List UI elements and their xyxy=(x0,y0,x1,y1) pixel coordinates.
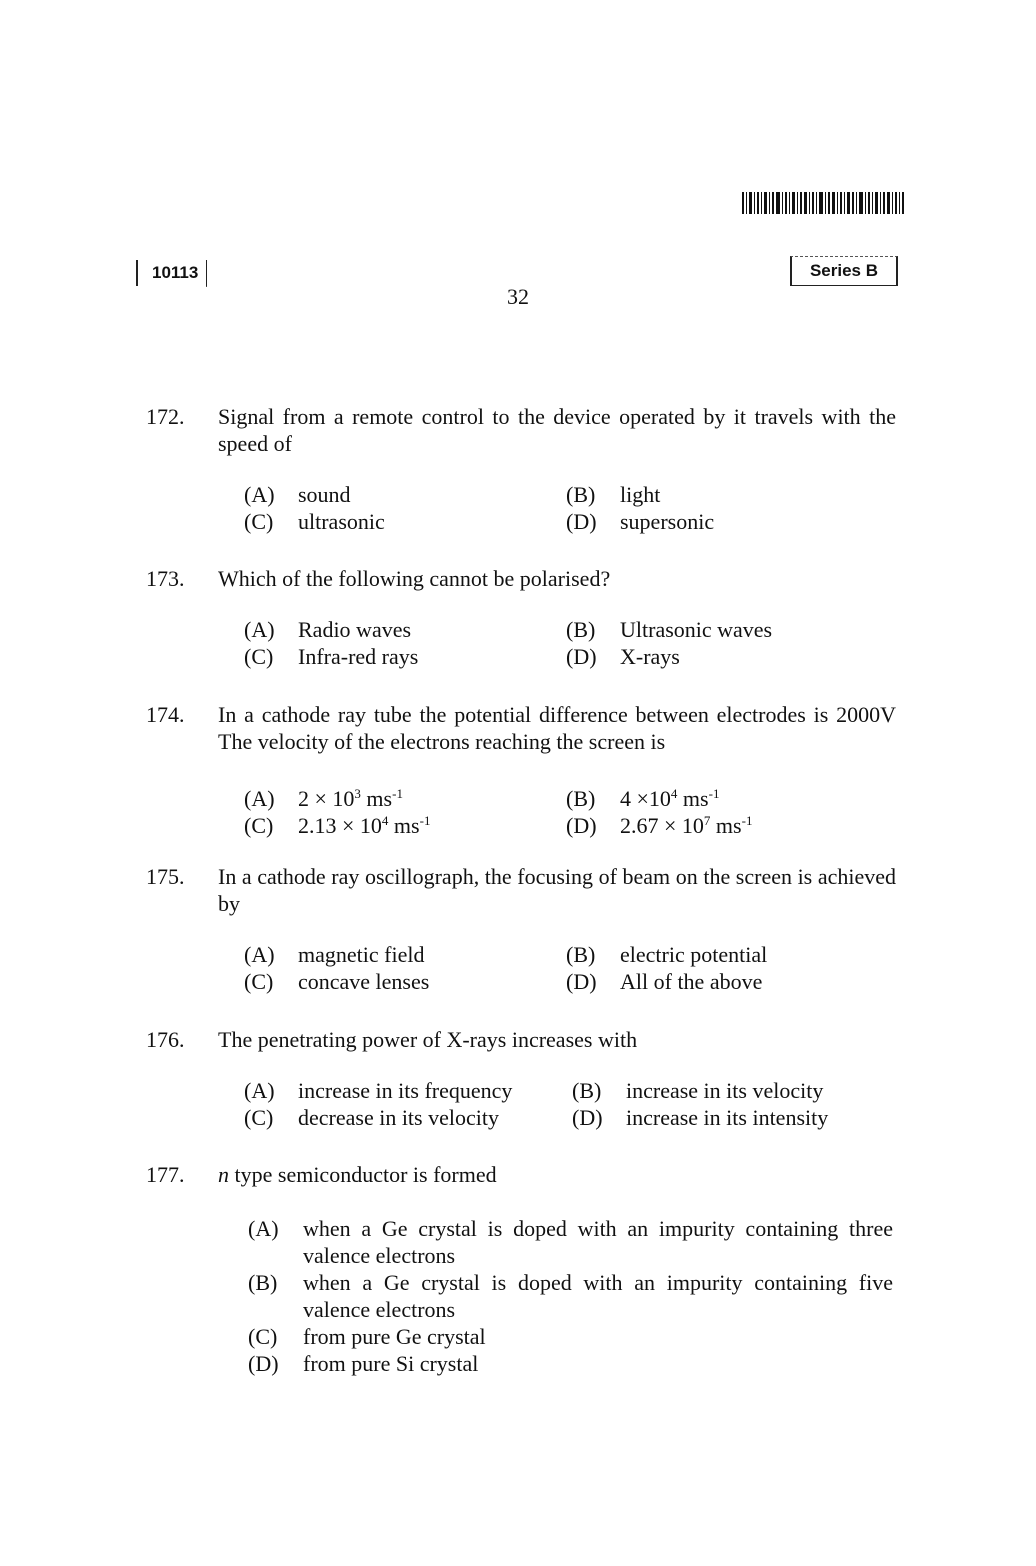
option-label: (A) xyxy=(244,942,275,967)
option-exponent: 7 xyxy=(703,813,711,828)
question-177 xyxy=(146,1161,896,1377)
option-mantissa: 2.67 × 10 xyxy=(620,813,704,838)
option-c[interactable] xyxy=(248,1323,893,1350)
options xyxy=(244,941,864,995)
option-text: sound xyxy=(298,482,351,507)
question-175 xyxy=(146,863,896,995)
question-173 xyxy=(146,565,896,670)
option-label: (A) xyxy=(244,617,275,642)
option-text: concave lenses xyxy=(298,969,430,994)
option-c[interactable] xyxy=(244,643,418,670)
option-text: ultrasonic xyxy=(298,509,385,534)
option-c[interactable] xyxy=(244,968,429,995)
option-text: increase in its frequency xyxy=(298,1078,513,1103)
option-label: (C) xyxy=(244,644,274,669)
option-label: (B) xyxy=(566,482,596,507)
option-exponent: 4 xyxy=(381,813,389,828)
option-unit-exponent: -1 xyxy=(392,786,403,801)
options xyxy=(244,785,864,839)
option-label: (D) xyxy=(566,509,597,534)
option-unit: ms xyxy=(715,813,742,838)
bracket-right xyxy=(206,260,207,287)
option-label: (B) xyxy=(566,617,596,642)
option-label: (B) xyxy=(572,1078,602,1103)
question-stem: Signal from a remote control to the device operated by it travels with the speed of xyxy=(218,404,896,456)
option-label: (C) xyxy=(244,813,274,838)
question-176 xyxy=(146,1026,896,1131)
page-number: 32 xyxy=(507,284,529,309)
question-stem: In a cathode ray tube the potential difference between electrodes is 2000V The velocity of the electrons reaching the screen is xyxy=(218,702,896,754)
option-label: (C) xyxy=(248,1324,278,1349)
option-label: (C) xyxy=(244,1105,274,1130)
option-text: electric potential xyxy=(620,942,768,967)
option-mantissa: 2.13 × 10 xyxy=(298,813,382,838)
option-text: from pure Si crystal xyxy=(303,1351,479,1376)
option-a[interactable] xyxy=(244,1077,512,1104)
option-label: (D) xyxy=(572,1105,603,1130)
option-mantissa: 2 × 10 xyxy=(298,786,355,811)
option-d[interactable] xyxy=(572,1104,828,1131)
question-stem: In a cathode ray oscillograph, the focusing of beam on the screen is achieved by xyxy=(218,864,896,916)
option-text: Radio waves xyxy=(298,617,412,642)
option-unit: ms xyxy=(682,786,709,811)
option-label: (B) xyxy=(566,786,596,811)
question-number: 174. xyxy=(146,702,185,727)
option-label: (B) xyxy=(248,1270,278,1295)
option-text: increase in its velocity xyxy=(626,1078,824,1103)
option-label: (A) xyxy=(248,1216,279,1241)
option-d[interactable] xyxy=(566,643,680,670)
option-unit-exponent: -1 xyxy=(741,813,753,828)
option-text: when a Ge crystal is doped with an impurity containing five valence electrons xyxy=(303,1270,893,1322)
option-b[interactable] xyxy=(566,616,772,643)
question-number: 172. xyxy=(146,404,185,429)
option-c[interactable] xyxy=(244,1104,499,1131)
series-badge xyxy=(790,256,898,286)
option-mantissa: 4 ×10 xyxy=(620,786,671,811)
question-stem: Which of the following cannot be polarised? xyxy=(218,566,611,591)
question-stem: The penetrating power of X-rays increases with xyxy=(218,1027,638,1052)
barcode xyxy=(742,192,904,214)
option-label: (B) xyxy=(566,942,596,967)
question-number: 175. xyxy=(146,864,185,889)
question-172 xyxy=(146,403,896,535)
option-exponent: 4 xyxy=(670,786,678,801)
option-d[interactable] xyxy=(566,968,762,995)
option-unit-exponent: -1 xyxy=(419,813,431,828)
option-text: magnetic field xyxy=(298,942,425,967)
option-label: (C) xyxy=(244,969,274,994)
bracket-left xyxy=(136,260,138,286)
option-a[interactable] xyxy=(244,785,403,812)
question-number: 176. xyxy=(146,1027,185,1052)
option-c[interactable] xyxy=(244,812,430,839)
options xyxy=(244,1077,864,1131)
option-text: X-rays xyxy=(620,644,680,669)
option-label: (D) xyxy=(566,644,597,669)
option-label: (A) xyxy=(244,482,275,507)
options xyxy=(244,616,864,670)
option-a[interactable] xyxy=(244,481,351,508)
series-text: Series B xyxy=(809,261,879,280)
option-label: (A) xyxy=(244,786,275,811)
option-text: when a Ge crystal is doped with an impurity containing three valence electrons xyxy=(303,1216,893,1268)
option-d[interactable] xyxy=(248,1350,893,1377)
option-unit: ms xyxy=(393,813,420,838)
option-label: (A) xyxy=(244,1078,275,1103)
option-text: increase in its intensity xyxy=(626,1105,829,1130)
option-a[interactable] xyxy=(248,1215,893,1269)
option-text: supersonic xyxy=(620,509,715,534)
option-text: from pure Ge crystal xyxy=(303,1324,486,1349)
option-text: decrease in its velocity xyxy=(298,1105,499,1130)
option-text: light xyxy=(620,482,661,507)
option-text: Ultrasonic waves xyxy=(620,617,773,642)
options xyxy=(248,1215,893,1377)
option-b[interactable] xyxy=(566,785,719,812)
question-number: 173. xyxy=(146,566,185,591)
paper-code-text: 10113 xyxy=(152,263,199,282)
option-unit-exponent: -1 xyxy=(708,786,720,801)
option-label: (D) xyxy=(248,1351,279,1376)
option-text: Infra-red rays xyxy=(298,644,419,669)
option-label: (D) xyxy=(566,969,597,994)
option-label: (D) xyxy=(566,813,597,838)
option-b[interactable] xyxy=(248,1269,893,1323)
question-number: 177. xyxy=(146,1162,185,1187)
options xyxy=(244,481,864,535)
question-174 xyxy=(146,701,896,839)
option-d[interactable] xyxy=(566,812,752,839)
option-b[interactable] xyxy=(566,481,660,508)
question-stem xyxy=(218,1161,896,1188)
option-b[interactable] xyxy=(572,1077,823,1104)
option-a[interactable] xyxy=(244,616,411,643)
stem-text: type semiconductor is formed xyxy=(229,1162,497,1187)
option-b[interactable] xyxy=(566,941,767,968)
option-c[interactable] xyxy=(244,508,385,535)
option-exponent: 3 xyxy=(354,786,361,801)
option-unit: ms xyxy=(366,786,393,811)
option-d[interactable] xyxy=(566,508,714,535)
stem-italic: n xyxy=(218,1162,229,1187)
option-label: (C) xyxy=(244,509,274,534)
option-text: All of the above xyxy=(620,969,763,994)
option-a[interactable] xyxy=(244,941,424,968)
